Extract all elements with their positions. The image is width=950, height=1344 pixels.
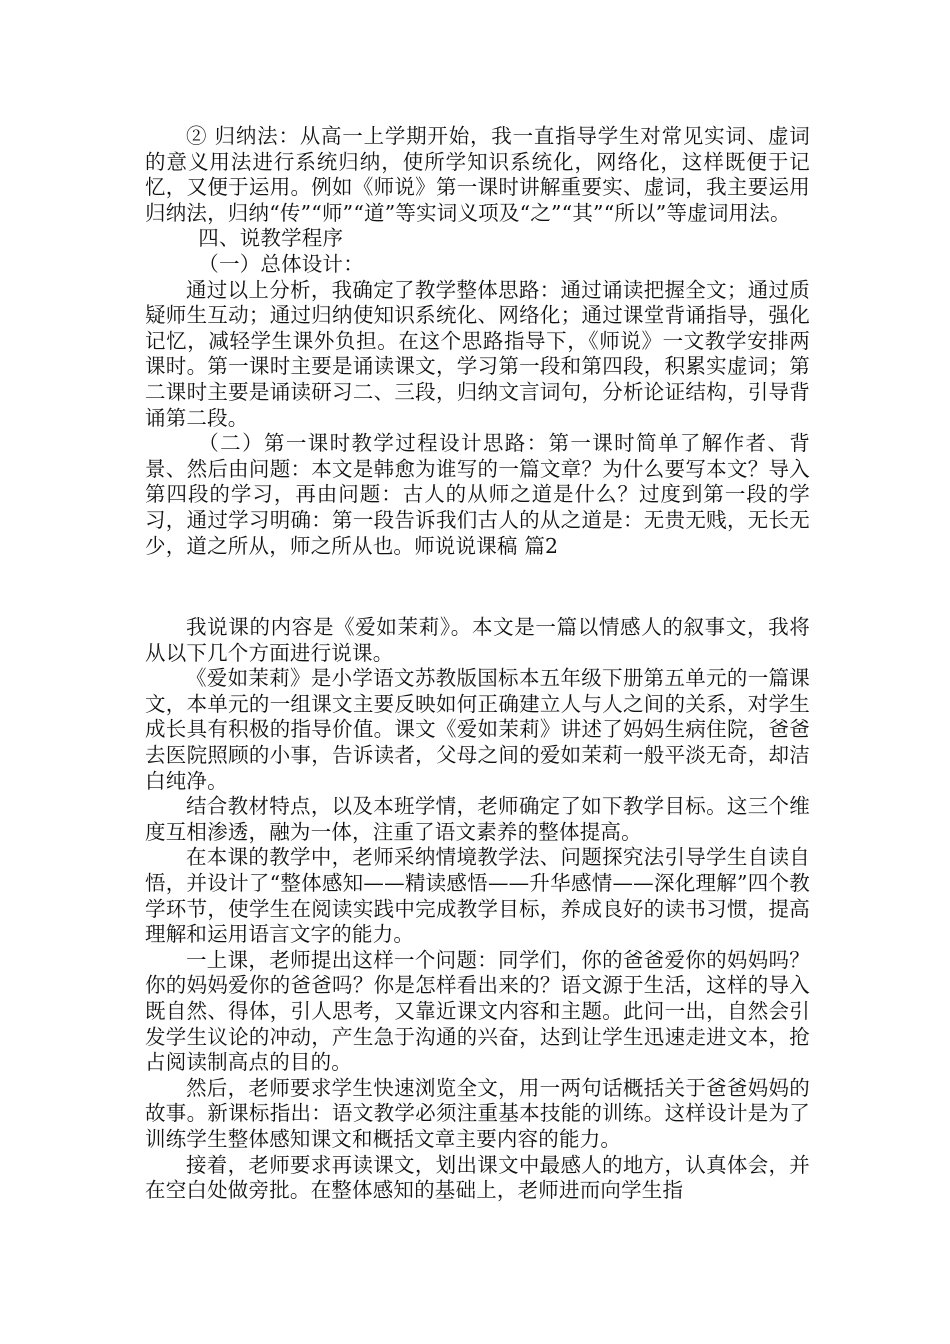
paragraph-textbook-analysis: 《爱如茉莉》是小学语文苏教版国标本五年级下册第五单元的一篇课文，本单元的一组课文主要反映如何正确建立人与人之间的关系，对学生成长具有积极的指导价值。课文《爱如茉莉》讲述了妈妈生病住院，爸爸去医院照顾的小事，告诉读者，父母之间的爱如茉莉一般平淡无奇，却洁白纯净。 (145, 666, 810, 793)
paragraph-lesson-opening: 一上课，老师提出这样一个问题：同学们，你的爸爸爱你的妈妈吗？你的妈妈爱你的爸爸吗？你是怎样看出来的？语文源于生活，这样的导入既自然、得体，引人思考，又靠近课文内容和主题。此问一出，自然会引发学生议论的冲动，产生急于沟通的兴奋，达到让学生迅速走进文本，抢占阅读制高点的目的。 (145, 947, 810, 1075)
paragraph-teaching-methods: 在本课的教学中，老师采纳情境教学法、问题探究法引导学生自读自悟，并设计了“整体感知——精读感悟——升华感情——深化理解”四个教学环节，使学生在阅读实践中完成教学目标，养成良好的读书习惯，提高理解和运用语言文字的能力。 (145, 845, 810, 947)
paragraph-overall-design: 通过以上分析，我确定了教学整体思路：通过诵读把握全文；通过质疑师生互动；通过归纳使知识系统化、网络化；通过课堂背诵指导，强化记忆，减轻学生课外负担。在这个思路指导下，《师说》一文教学安排两课时。第一课时主要是诵读课文，学习第一段和第四段，积累实虚词；第二课时主要是诵读研习二、三段，归纳文言词句，分析论证结构，引导背诵第二段。 (145, 277, 810, 430)
paragraph-reread: 接着，老师要求再读课文，划出课文中最感人的地方，认真体会，并在空白处做旁批。在整体感知的基础上，老师进而向学生指 (145, 1152, 810, 1203)
paragraph-lesson-intro: 我说课的内容是《爱如茉莉》。本文是一篇以情感人的叙事文，我将从以下几个方面进行说课。 (145, 615, 810, 665)
section-gap (145, 559, 810, 615)
document-page (145, 124, 810, 1204)
paragraph-first-lesson-design: （二）第一课时教学过程设计思路：第一课时简单了解作者、背景、然后由问题：本文是韩愈为谁写的一篇文章？为什么要写本文？导入第四段的学习，再由问题：古人的从师之道是什么？过度到第一段的学习，通过学习明确：第一段告诉我们古人的从之道是：无贵无贱，无长无少，道之所从，师之所从也。师说说课稿 篇2 (145, 431, 810, 558)
heading-teaching-procedure: 四、说教学程序 (198, 226, 344, 251)
paragraph-induction-method: ② 归纳法：从高一上学期开始，我一直指导学生对常见实词、虚词的意义用法进行系统归纳，使所学知识系统化，网络化，这样既便于记忆，又便于运用。例如《师说》第一课时讲解重要实、虚词，我主要运用归纳法，归纳“传”“师”“道”等实词义项及“之”“其”“所以”等虚词用法。 (145, 124, 810, 225)
paragraph-teaching-goals: 结合教材特点，以及本班学情，老师确定了如下教学目标。这三个维度互相渗透，融为一体，注重了语文素养的整体提高。 (145, 794, 810, 844)
paragraph-skim-reading: 然后，老师要求学生快速浏览全文，用一两句话概括关于爸爸妈妈的故事。新课标指出：语文教学必须注重基本技能的训练。这样设计是为了训练学生整体感知课文和概括文章主要内容的能力。 (145, 1075, 810, 1151)
heading-overall-design: （一）总体设计： (198, 251, 364, 276)
